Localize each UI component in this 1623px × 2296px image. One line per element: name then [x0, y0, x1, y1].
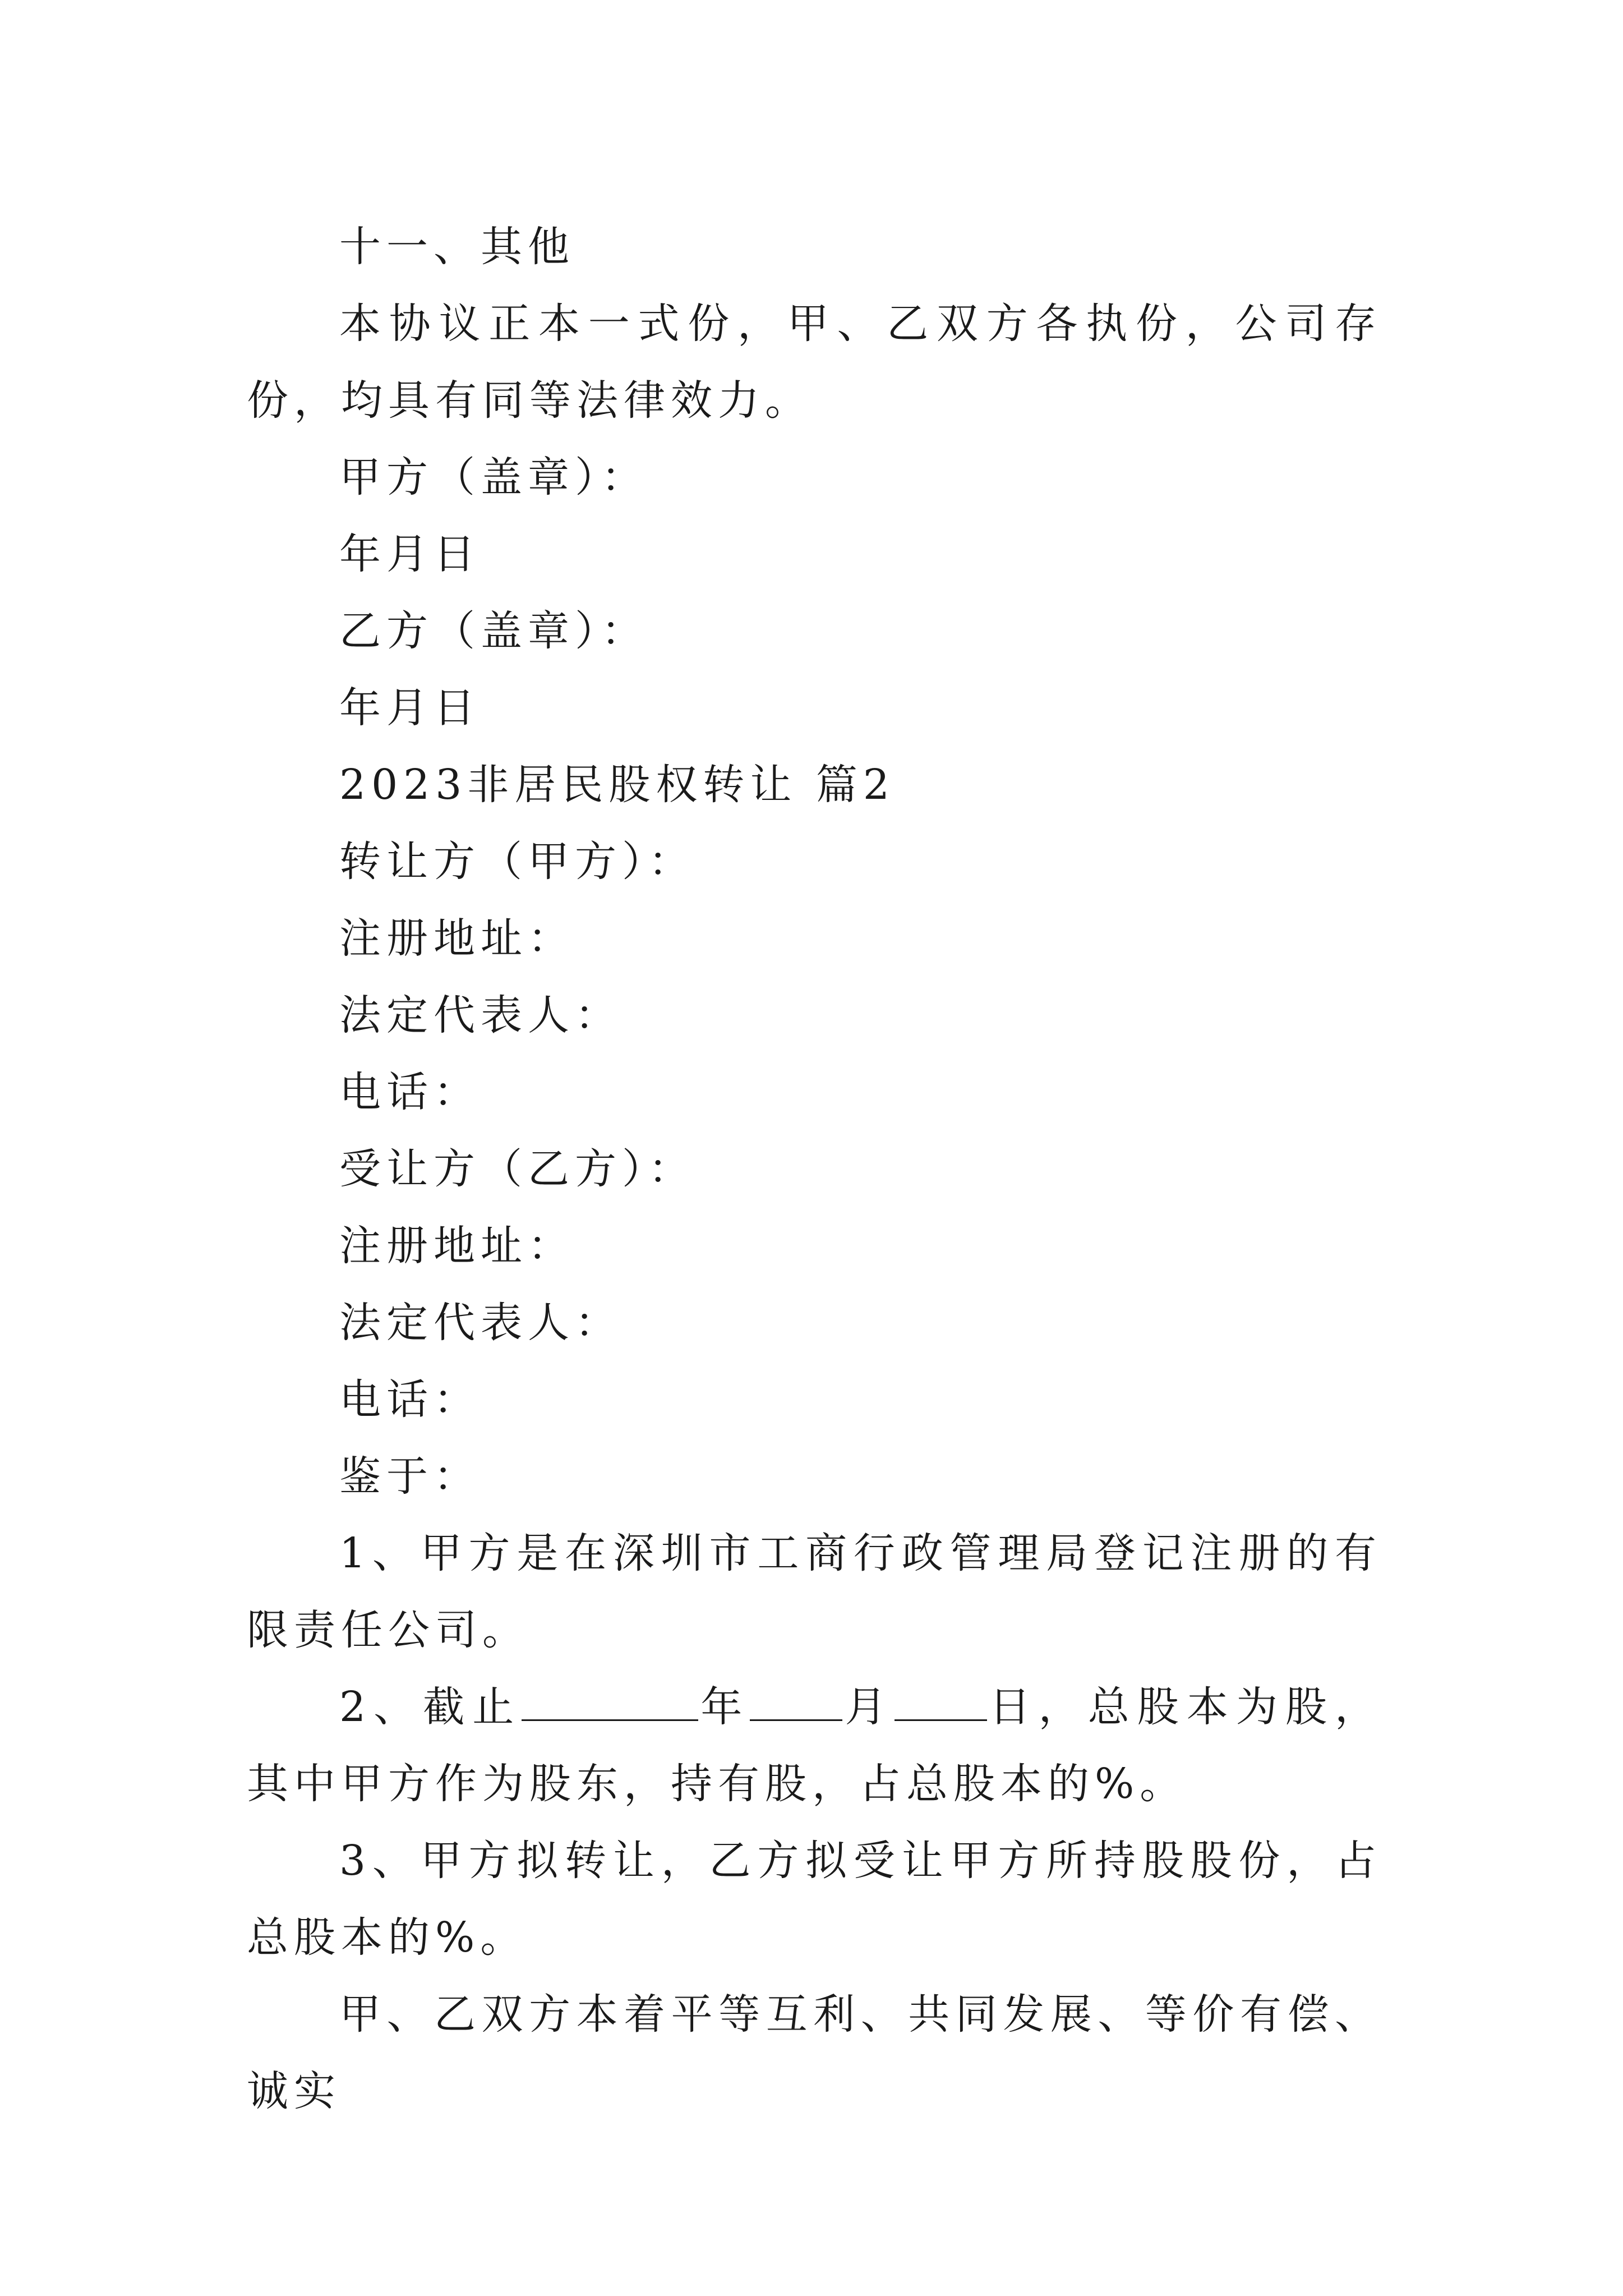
- day-blank: [895, 1683, 987, 1721]
- section-heading-other: 十一、其他: [339, 223, 575, 271]
- transferee-representative-label: 法定代表人：: [339, 1299, 622, 1347]
- recital-3: 3、甲方拟转让，乙方拟受让甲方所持股股份，占总股本的%。: [247, 1837, 1382, 1962]
- transferor-address-label: 注册地址：: [339, 914, 575, 963]
- recital-2-rest: 日，总股本为股，其中甲方作为股东，持有股，占总股本的%。: [247, 1683, 1382, 1808]
- document-body: [247, 209, 1382, 2130]
- party-a-seal-line: 甲方（盖章）：: [339, 453, 648, 501]
- party-b-seal-line: 乙方（盖章）：: [339, 607, 648, 655]
- year-label: 年: [698, 1683, 750, 1731]
- recital-1: 1、甲方是在深圳市工商行政管理局登记注册的有限责任公司。: [247, 1529, 1382, 1654]
- year-blank: [522, 1683, 698, 1721]
- copies-clause: 本协议正本一式份，甲、乙双方各执份，公司存份，均具有同等法律效力。: [247, 300, 1382, 425]
- principles-clause: 甲、乙双方本着平等互利、共同发展、等价有偿、诚实: [247, 1990, 1382, 2115]
- recital-2-prefix: 2、截止: [339, 1683, 522, 1731]
- transferor-label: 转让方（甲方）：: [339, 838, 695, 886]
- transferee-address-label: 注册地址：: [339, 1222, 575, 1270]
- transferee-phone-label: 电话：: [339, 1375, 481, 1424]
- whereas-heading: 鉴于：: [339, 1452, 481, 1501]
- transferor-phone-label: 电话：: [339, 1068, 481, 1116]
- document-title-part-2: 2023非居民股权转让 篇2: [339, 761, 895, 809]
- recital-2: [247, 1669, 1382, 1823]
- month-label: 月: [842, 1683, 895, 1731]
- transferor-representative-label: 法定代表人：: [339, 991, 622, 1039]
- party-a-date-line: 年月日: [339, 530, 481, 578]
- party-b-date-line: 年月日: [339, 684, 481, 732]
- month-blank: [750, 1683, 842, 1721]
- transferee-label: 受让方（乙方）：: [339, 1145, 695, 1193]
